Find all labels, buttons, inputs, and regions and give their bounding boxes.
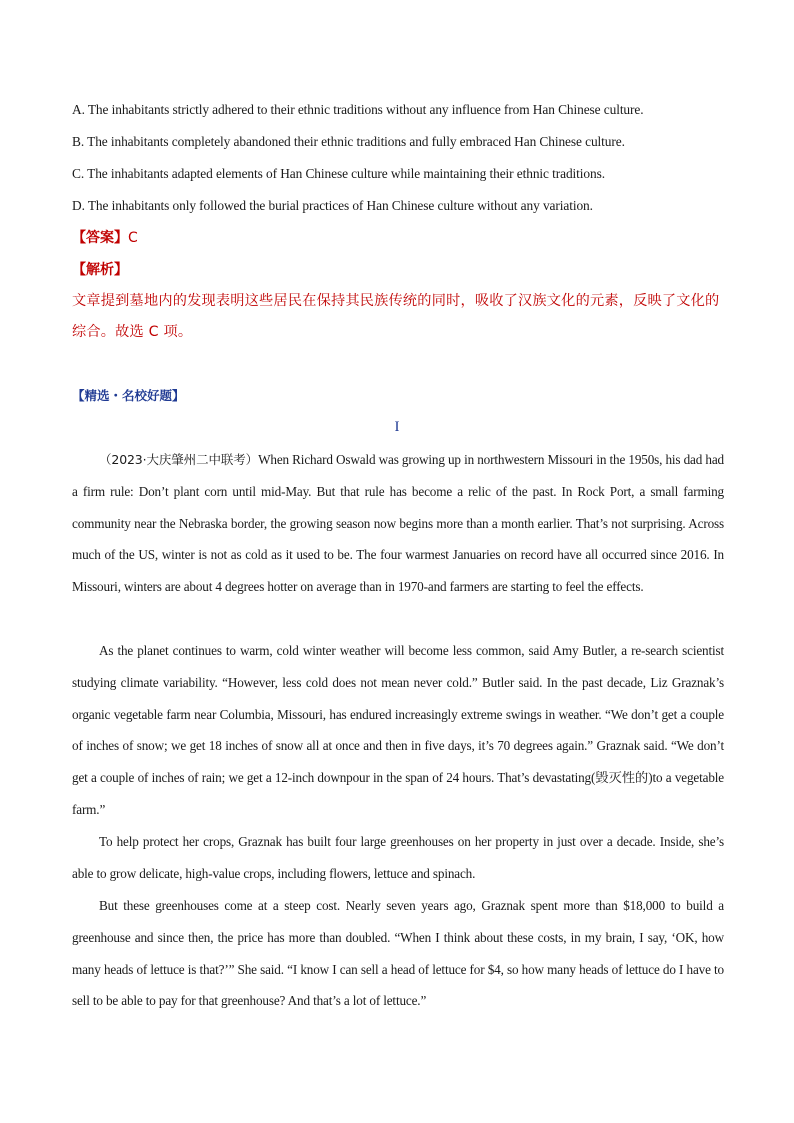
section-title: 【精选・名校好题】 [72,388,185,403]
option-letter: D. [72,198,85,213]
passage-paragraph: But these greenhouses come at a steep cost. Nearly seven years ago, Graznak spent more than $18,000 to build a greenhouse and since then, the price has more than doubled. “When I think about these costs, in my brain, I say, ‘OK, how many heads of lettuce is that?’” She said. “I know I can sell a head of lettuce for $4, so how many heads of lettuce do I have to sell to be able to pay for that greenhouse? And that’s a lot of lettuce.” [72,898,724,1009]
paragraph-text: When Richard Oswald was growing up in northwestern Missouri in the 1950s, his dad had a firm rule: Don’t plant corn until mid-May. But that rule has become a relic of the past. In Rock Port, a small farming community near the Nebraska border, the growing season now begins more than a month earlier. That’s not surprising. Across much of the US, winter is not as cold as it used to be. The four warmest Januaries on record have all occurred since 2016. In Missouri, winters are about 4 degrees hotter on average than in 1970-and farmers are starting to feel the effects. [72,452,724,595]
passage-paragraph [72,444,724,603]
option-d [72,196,724,216]
answer-line [72,228,724,248]
answer-label: 【答案】 [72,230,128,246]
option-a [72,100,724,120]
analysis-heading [72,260,724,280]
option-text: The inhabitants only followed the burial practices of Han Chinese culture without any variation. [87,198,593,213]
option-letter: B. [72,134,85,149]
option-text: The inhabitants strictly adhered to their ethnic traditions without any influence from Han Chinese culture. [87,102,644,117]
option-letter: C. [72,166,85,181]
option-letter: A. [72,102,85,117]
passage-paragraph: To help protect her crops, Graznak has built four large greenhouses on her property in just over a decade. Inside, she’s able to grow delicate, high-value crops, including flowers, lettuce and spinach. [72,834,724,881]
answer-value: C [128,230,138,246]
passage-source: （2023·大庆肇州二中联考） [99,452,259,467]
passage-paragraph: As the planet continues to warm, cold winter weather will become less common, said Amy Butler, a re-search scientist studying climate variability. “However, less cold does not mean never cold.” Butler said. In the past decade, Liz Graznak’s organic vegetable farm near Columbia, Missouri, has endured increasingly extreme swings in weather. “We don’t get a couple of inches of snow; we get 18 inches of snow all at once and then in five days, it’s 70 degrees again.” Graznak said. “We don’t get a couple of inches of rain; we get a 12-inch downpour in the span of 24 hours. That’s devastating(毁灭性的)to a vegetable farm.” [72,643,724,817]
option-text: The inhabitants completely abandoned their ethnic traditions and fully embraced Han Chinese culture. [87,134,625,149]
passage-number: I [394,419,400,435]
analysis-label: 【解析】 [72,262,128,278]
option-text: The inhabitants adapted elements of Han Chinese culture while maintaining their ethnic traditions. [87,166,605,181]
analysis-text: 文章提到墓地内的发现表明这些居民在保持其民族传统的同时，吸收了汉族文化的元素，反映了文化的综合。故选 C 项。 [72,293,720,340]
option-b [72,132,724,152]
option-c [72,164,724,184]
